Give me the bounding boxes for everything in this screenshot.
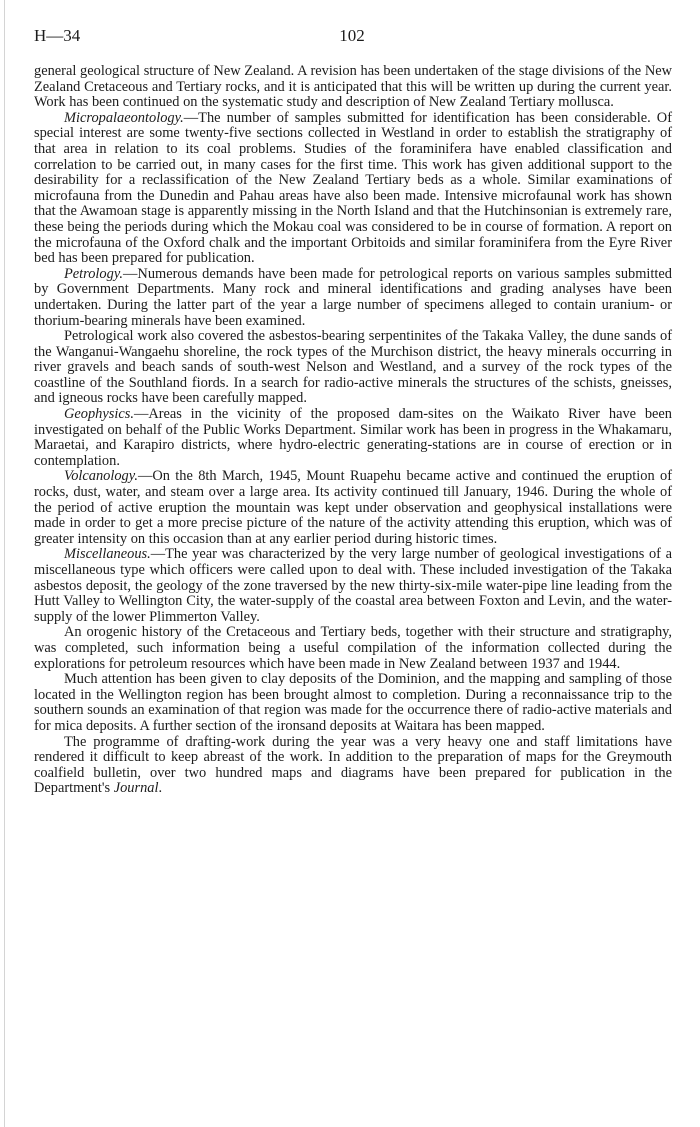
section-heading-micropalaeontology: Micropalaeontology. — [64, 109, 184, 126]
journal-title: Journal — [113, 780, 159, 797]
page-number: 102 — [339, 26, 365, 45]
section-heading-volcanology: Volcanology. — [64, 468, 138, 485]
paragraph-petrological-work: Petrological work also covered the asbestos-bearing serpentinites of the Takaka Valley, the dune sands of the Wanganui-Wangaehu shoreline, the rock types of the Murchison district, the heavy minerals occurring in river gravels and beach sands of south-west Nelson and Westland, and a survey of the rock types of the coastline of the Southland fiords. In a search for radio-active minerals the structures of the schists, gneisses, and igneous rocks have been carefully mapped. — [34, 328, 672, 407]
page-edge-rule — [4, 0, 5, 1127]
paragraph-volcanology: Volcanology.—On the 8th March, 1945, Mount Ruapehu became active and continued the eruption of rocks, dust, water, and steam over a large area. Its activity continued till January, 1946. During the whole of the period of active eruption the mountain was kept under observation and geophysical installations were made in order to get a more precise picture of the nature of the activity attending this eruption, which was of greater intensity on this occasion than at any earlier period during historic times. — [34, 468, 672, 547]
section-heading-miscellaneous: Miscellaneous. — [64, 546, 151, 563]
paragraph-clay-deposits: Much attention has been given to clay deposits of the Dominion, and the mapping and sampling of those located in the Wellington region has been brought almost to completion. During a reconnaissance trip to the southern sounds an examination of that region was made for the occurrence there of radio-active materials and for mica deposits. A further section of the ironsand deposits at Waitara has been mapped. — [34, 671, 672, 734]
section-heading-petrology: Petrology. — [64, 265, 124, 282]
paragraph-structure-continuation: general geological structure of New Zealand. A revision has been undertaken of the stage divisions of the New Zealand Cretaceous and Tertiary rocks, and it is anticipated that this will be written up during the current year. Work has been continued on the systematic study and description of New Zealand Tertiary mollusca. — [34, 63, 672, 111]
paragraph-orogenic-history: An orogenic history of the Cretaceous and Tertiary beds, together with their structure and stratigraphy, was completed, such information being a useful compilation of the information collected during the explorations for petroleum resources which have been made in New Zealand between 1937 and 1944. — [34, 624, 672, 672]
section-heading-geophysics: Geophysics. — [64, 406, 134, 423]
paragraph-drafting-work: The programme of drafting-work during the year was a very heavy one and staff limitations have rendered it difficult to keep abreast of the work. In addition to the preparation of maps for the Greymouth coalfield bulletin, over two hundred maps and diagrams have been prepared for publication in the Department's Journal. — [34, 733, 672, 797]
paragraph-miscellaneous: Miscellaneous.—The year was characterized by the very large number of geological investigations of a miscellaneous type which officers were called upon to deal with. These included investigation of the Takaka asbestos deposit, the geology of the zone traversed by the new thirty-six-mile water-pipe line leading from the Hutt Valley to Wellington City, the water-supply of the coastal area between Foxton and Levin, and the water-supply of the lower Plimmerton Valley. — [34, 546, 672, 625]
report-reference: H—34 — [34, 26, 81, 45]
paragraph-geophysics: Geophysics.—Areas in the vicinity of the proposed dam-sites on the Waikato River have been investigated on behalf of the Public Works Department. Similar work has been in progress in the Whakamaru, Maraetai, and Karapiro districts, where hydro-electric generating-stations are in course of erection or in contemplation. — [34, 406, 672, 469]
page-header — [34, 26, 670, 48]
paragraph-micropalaeontology: Micropalaeontology.—The number of samples submitted for identification has been considerable. Of special interest are some twenty-five sections collected in Westland in order to establish the stratigraphy of that area in relation to its coal problems. Studies of the foraminifera have enabled classification and correlation to be carried out, in many cases for the first time. This work has given additional support to the desirability for a reclassification of the New Zealand Tertiary beds as a whole. Similar examinations of microfauna from the Dunedin and Pahau areas have also been made. Intensive microfaunal work has shown that the Awamoan stage is apparently missing in the North Island and that the Hutchinsonian is extremely rare, these being the periods during which the Mokau coal was considered to be in course of formation. A report on the microfauna of the Oxford chalk and the important Orbitoids and similar foraminifera from the Eyre River bed has been prepared for publication. — [34, 109, 672, 267]
paragraph-petrology: Petrology.—Numerous demands have been made for petrological reports on various samples submitted by Government Departments. Many rock and mineral identifications and grading analyses have been undertaken. During the latter part of the year a large number of specimens alleged to contain uranium- or thorium-bearing minerals have been examined. — [34, 265, 672, 329]
body-text — [34, 64, 672, 797]
